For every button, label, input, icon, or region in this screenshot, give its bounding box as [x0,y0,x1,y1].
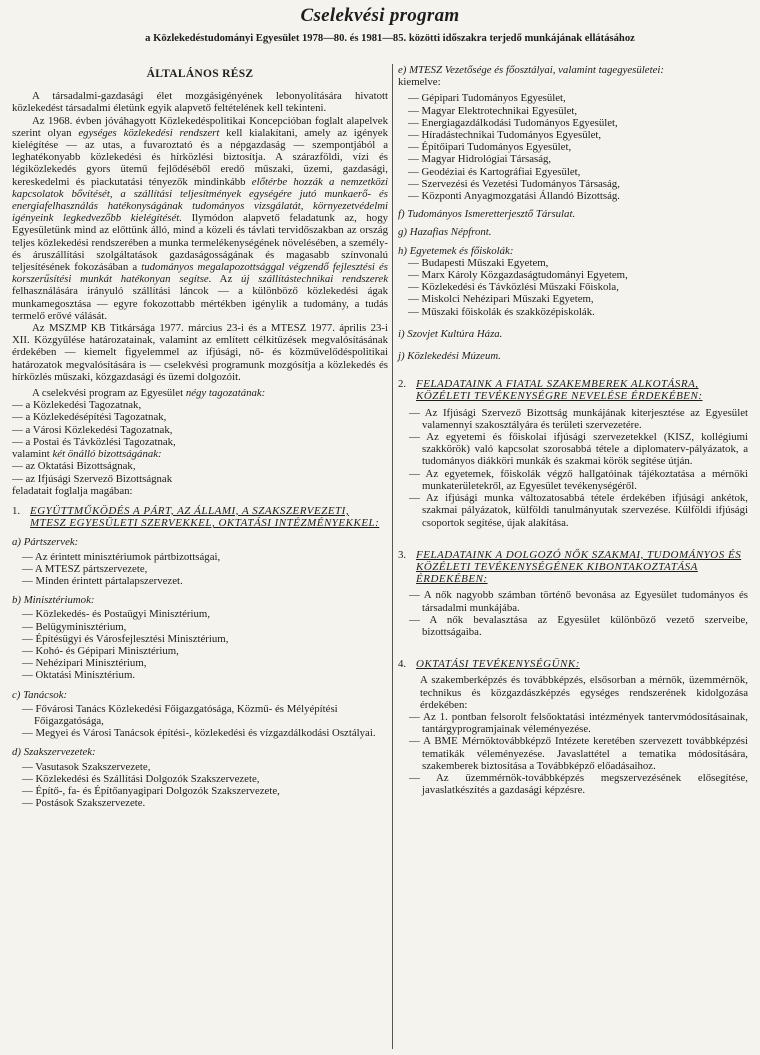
list-item: — Geodéziai és Kartográfiai Egyesület, [408,165,581,178]
section-3-heading [398,549,748,586]
text-run: valamint [12,448,53,461]
paragraph-program-scope [12,387,388,399]
list-item: — Az érintett minisztériumok pártbizottságai, [22,550,221,563]
section-2-heading [398,378,748,402]
list-item: — Megyei és Városi Tanácsok építési-, közlekedési és vízgazdálkodási Osztályai. [22,727,376,740]
list-item: — Építőipari Tudományos Egyesület, [408,141,572,154]
emphasis-text: egységes közlekedési rendszert [78,126,220,139]
list-item: — Központi Anyagmozgatási Állandó Bizottság. [408,190,621,203]
list-item: — A BME Mérnöktovábbképző Intézete keretében szervezett továbbképzési tematikák véleményezése. Javaslattétel a tematika módosítására, szakemberek biztosítása a Továbbképző előadásaihoz. [409,735,748,772]
text-run: Az [211,273,242,286]
left-column [12,64,388,809]
list-item: — Közlekedés- és Postaügyi Minisztérium, [22,608,211,621]
list-item: — Miskolci Nehézipari Műszaki Egyetem, [408,293,594,306]
text-run: felhasználására irányuló szállítási láncok — a különböző közlekedési ágak munkamegosztása — egyre fokozottabb mértékben igénylik a tudomány, a tudás termelő erővé válását. [12,285,388,322]
list-item: — Építő-, fa- és Építőanyagipari Dolgozók Szakszervezete, [22,784,280,797]
list-item: — Minden érintett pártalapszervezet. [22,574,183,587]
paragraph-education-intro: A szakemberképzés és továbbképzés, elsősorban a mérnök, üzemmérnök, technikus és közgazdászképzés egységes rendszerének kidolgozása érdekében: [420,674,748,711]
text-run: kell kialakítani, amely az igények kielégítése — az utas, a fuvaroztató és a népgazdaság — szempontjából a leghatékonyabb közlekedési és hírközlési biztosítja. A szárazföldi, vízi és légiközlekedés gyors ütemű fejlődéséből eredő műszaki, üzemi, gazdasági, kereskedelmi és piackutatási tényezők mindinkább [12,126,388,188]
list-item: — Az egyetemek, főiskolák végző hallgatóinak tájékoztatása a mérnöki munkaterületekről, az Egyesület tevékenységéről. [409,467,748,492]
subsection-note: kiemelve: [398,76,441,89]
list-item: — A nők nagyobb számban történő bevonása az Egyesület tudományos és társadalmi munkájába. [409,589,748,614]
subsection-label: e) MTESZ Vezetősége és főosztályai, valamint tagegyesületei: [398,64,664,76]
text-run: A cselekvési program az Egyesület [32,387,186,400]
emphasis-text: új szállítástechnikai rendszerek [241,273,388,286]
list-item: — Belügyminisztérium, [22,620,127,633]
list-item: — Műszaki főiskolák és szakközépiskolák. [408,305,595,318]
list-item: — A nők bevalasztása az Egyesület különböző vezető szerveibe, bizottságaiba. [409,613,748,638]
section-1-heading [12,505,388,529]
list-item: — a Városi Közlekedési Tagozatnak, [12,423,173,436]
division-list [12,399,388,448]
list-item: — Postások Szakszervezete. [22,797,146,810]
emphasis-text: négy tagozatának: [185,387,266,400]
section-number: 4. [398,658,407,671]
list-item: — a Postai és Távközlési Tagozatnak, [12,435,176,448]
section-heading: ÁLTALÁNOS RÉSZ [146,68,254,80]
list-item: — Budapesti Műszaki Egyetem, [408,256,549,269]
list-item: — a Közlekedésépítési Tagozatnak, [12,411,167,424]
section-4-body [398,674,748,711]
paragraph-tasks: feladatait foglalja magában: [12,484,133,497]
list-item: — Építésügyi és Városfejlesztési Minisztérium, [22,632,229,645]
list-item: — az Oktatási Bizottságnak, [12,460,136,473]
list-item: — Az egyetemi és főiskolai ifjúsági szervezetekkel (KISZ, kollégiumi szakkörök) való kapcsolat szorosabbá tétele a diplomaterv-pályázatok, a tudományos diákköri munkák és szakmai körök segítése útján. [409,431,748,468]
emphasis-text: tudományos megalapozottsággal végzendő fejlesztési és korszerűsítési munkát hatékonyan segítse. [12,261,388,286]
list-item: — Híradástechnikai Tudományos Egyesület, [408,129,602,142]
right-column [398,64,748,796]
list-item: — Az 1. pontban felsorolt felsőoktatási intézmények tantervmódosításainak, tantárgyprogramjainak véleményezése. [409,710,748,736]
subsection-label: f) Tudományos Ismeretterjesztő Társulat. [398,208,576,221]
list-item: — Magyar Elektrotechnikai Egyesület, [408,104,578,117]
subsection-label: i) Szovjet Kultúra Háza. [398,327,503,340]
page-title: Cselekvési program [300,5,460,26]
subsection-label: a) Pártszervek: [12,536,79,549]
subsection-label: j) Közlekedési Múzeum. [398,350,501,363]
section-title: EGYÜTTMŰKÖDÉS A PÁRT, AZ ÁLLAMI, A SZAKSZERVEZETI, MTESZ EGYESÜLETI SZERVEKKEL, OKTATÁSI INTÉZMÉNYEKKEL: [30,504,380,530]
emphasis-text: két önálló bizottságának: [52,448,162,461]
column-divider [392,64,393,1049]
subsection-label: h) Egyetemek és főiskolák: [398,244,514,257]
list-item: — Oktatási Minisztérium. [22,669,136,682]
page-subtitle: a Közlekedéstudományi Egyesület 1978—80. és 1981—85. közötti időszakra terjedő munkájának ellátásához [145,33,635,44]
section-4-heading [398,658,748,670]
list-item: — Kohó- és Gépipari Minisztérium, [22,644,179,657]
text-run: Az 1968. évben jóváhagyott Közlekedéspolitikai Koncepcióban foglalt alapelvek szerint olyan [12,114,388,139]
list-item: — Fővárosi Tanács Közlekedési Főigazgatósága, Közmű- és Mélyépítési Főigazgatósága, [22,702,338,727]
list-item: — Közlekedési és Szállítási Dolgozók Szakszervezete, [22,772,260,785]
list-item: — Szervezési és Vezetési Tudományos Társaság, [408,177,620,190]
list-item: — Az üzemmérnök-továbbképzés megszervezésének elősegítése, javaslatkészítés a gazdasági képzésre. [409,771,748,797]
subsection-label: g) Hazafias Népfront. [398,226,492,239]
paragraph-committees [12,448,388,460]
list-item: — Magyar Hidrológiai Társaság, [408,153,552,166]
list-item: — A MTESZ pártszervezete, [22,562,148,575]
list-item: — Gépipari Tudományos Egyesület, [408,92,566,105]
section-title: FELADATAINK A DOLGOZÓ NŐK SZAKMAI, TUDOMÁNYOS ÉS KÖZÉLETI TEVÉKENYSÉGÉNEK KIBONTAKOZTATÁSA ÉRDEKÉBEN: [416,548,742,586]
text-run: Ilymódon alapvető feladatunk az, hogy Egyesületünk mind az előttünk álló, mind a közeli és távlati tervidőszakban az ország teljes közlekedési rendszerében a munka termelékenységének növelésében, a személy- és áruszállítási szolgáltatások gazdaságosságának és magasabb színvonalú teljesítésének fokozásában a [12,212,388,274]
emphasis-text: előtérbe hozzák a nemzetközi kapcsolatok bővítését, a szállítási teljesítmények egységére jutó munkaerő- és energiafelhasználás hatékonyságának tudományos vizsgálatát, környezetvédelmi igényeink legkedvezőbb kielégítését. [12,175,388,225]
list-item: — Az Ifjúsági Szervező Bizottság munkájának kiterjesztése az Egyesület valamennyi szakosztályára és területi szervezetére. [409,406,748,431]
list-item: — Vasutasok Szakszervezete, [22,760,151,773]
list-item: — Nehézipari Minisztérium, [22,657,147,670]
list-item: — Az ifjúsági munka változatosabbá tétele érdekében ifjúsági ankétok, szakmai pályázatok, külföldi tanulmányutak szervezése. Külföldi ifjúsági csoportok segítése, újak alakítása. [409,492,748,529]
list-item: — Marx Károly Közgazdaságtudományi Egyetem, [408,269,628,282]
paragraph-resolutions: Az MSZMP KB Titkársága 1977. március 23-i és a MTESZ 1977. április 23-i XII. Közgyűlése határozatainak, valamint az említett célkitűzések megvalósításának érdekében — kiemelt figyelemmel az ifjúsági, nő- és közművelődéspolitikai határozatok megvalósítására is — cselekvési programunk mozgósítja a közlekedés és hírközlés műszaki, közgazdasági és üzemi dolgozóit. [12,322,388,383]
list-item: — az Ifjúsági Szervező Bizottságnak [12,472,173,485]
list-item: — Energiagazdálkodási Tudományos Egyesület, [408,116,618,129]
list-item: — a Közlekedési Tagozatnak, [12,399,142,412]
section-title: FELADATAINK A FIATAL SZAKEMBEREK ALKOTÁSRA, KÖZÉLETI TEVÉKENYSÉGRE NEVELÉSE ÉRDEKÉBEN: [416,378,703,403]
section-title: OKTATÁSI TEVÉKENYSÉGÜNK: [416,658,580,671]
section-number: 1. [12,504,21,517]
committee-list [12,460,388,484]
paragraph-intro: A társadalmi-gazdasági élet mozgásigényének lebonyolítására hivatott közlekedést társadalmi életünk egyik alapvető feltételének kell tekinteni. [12,90,388,115]
section-number: 2. [398,378,407,391]
subsection-label: d) Szakszervezetek: [12,746,96,759]
section-number: 3. [398,548,407,561]
paragraph-concept [12,115,388,322]
subsection-label: c) Tanácsok: [12,688,68,701]
subsection-label: b) Minisztériumok: [12,594,95,607]
list-item: — Közlekedési és Távközlési Műszaki Főiskola, [408,281,619,294]
